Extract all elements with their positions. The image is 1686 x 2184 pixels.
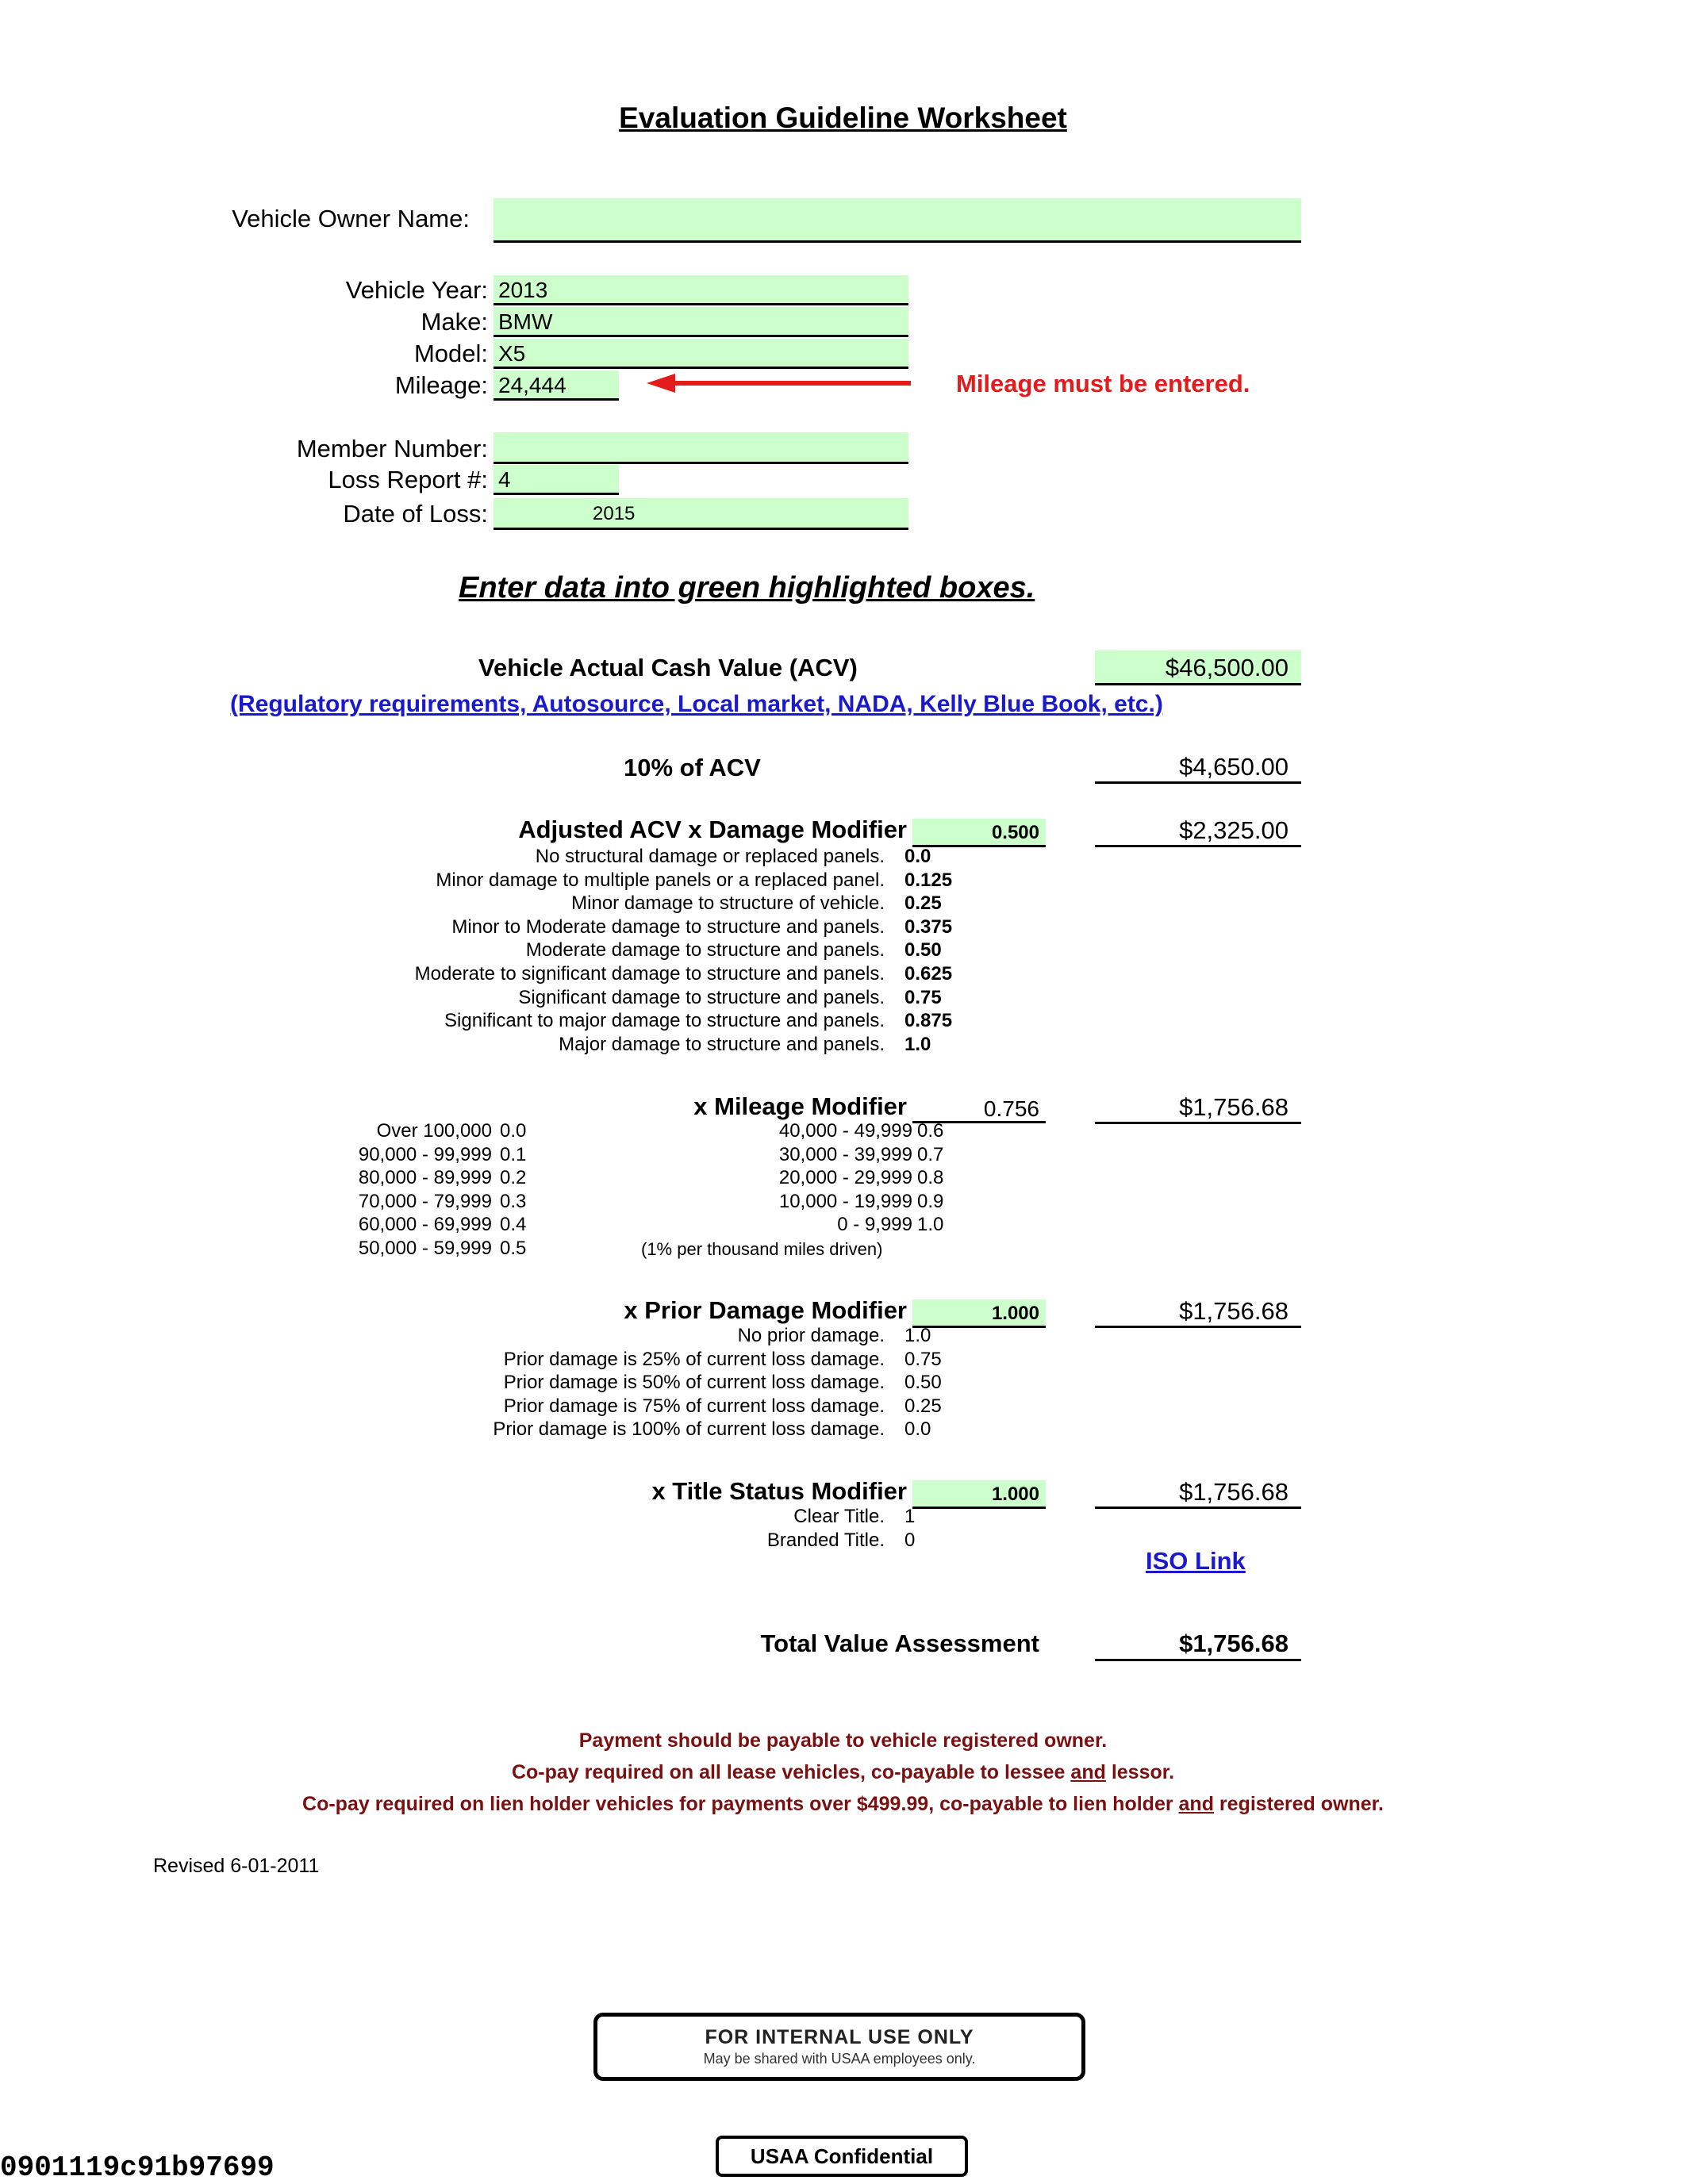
damage-option-text: Moderate damage to structure and panels. <box>525 939 885 961</box>
prior-damage-option <box>238 1349 992 1372</box>
mileage-value: 1.0 <box>917 1214 944 1236</box>
owner-name-label: Vehicle Owner Name: <box>232 205 470 232</box>
title-status-modifier-label: x Title Status Modifier <box>651 1477 907 1505</box>
damage-option <box>238 892 992 916</box>
damage-option-text: Minor to Moderate damage to structure and panels. <box>451 915 885 938</box>
prior-damage-result: $1,756.68 <box>1095 1295 1301 1328</box>
title-status-option-value: 0 <box>904 1529 916 1551</box>
mileage-range: 90,000 - 99,999 <box>358 1143 492 1165</box>
mileage-row <box>317 1214 571 1238</box>
prior-damage-modifier-label: x Prior Damage Modifier <box>624 1296 907 1324</box>
damage-option <box>238 987 992 1011</box>
mileage-value: 0.5 <box>500 1237 527 1259</box>
mileage-modifier-label: x Mileage Modifier <box>693 1092 907 1120</box>
mileage-value: 0.8 <box>917 1167 944 1189</box>
damage-option <box>238 846 992 869</box>
mileage-range: Over 100,000 <box>376 1120 492 1142</box>
damage-option-value: 0.25 <box>904 892 942 915</box>
mileage-value: 0.0 <box>500 1120 527 1142</box>
instruction-text: Enter data into green highlighted boxes. <box>459 571 1035 605</box>
prior-damage-option <box>238 1418 992 1442</box>
mileage-table-right <box>714 1120 992 1238</box>
mileage-value: 0.3 <box>500 1190 527 1212</box>
page-title: Evaluation Guideline Worksheet <box>619 102 1067 134</box>
mileage-row <box>317 1238 571 1261</box>
ten-percent-value: $4,650.00 <box>1095 750 1301 784</box>
mileage-range: 60,000 - 69,999 <box>358 1214 492 1236</box>
prior-damage-option <box>238 1325 992 1349</box>
mileage-row <box>714 1167 992 1191</box>
mileage-value: 0.1 <box>500 1143 527 1165</box>
prior-damage-option-value: 1.0 <box>904 1325 931 1346</box>
damage-option-value: 1.0 <box>904 1033 931 1055</box>
title-status-option <box>238 1530 992 1553</box>
damage-options-list <box>238 846 992 1057</box>
damage-option-text: Minor damage to multiple panels or a replaced panel. <box>436 869 885 891</box>
title-status-option-text: Clear Title. <box>793 1506 885 1527</box>
mileage-warning: Mileage must be entered. <box>956 370 1250 397</box>
damage-option-value: 0.125 <box>904 869 953 891</box>
date-of-loss-field[interactable]: 2015 <box>494 498 908 530</box>
owner-name-field[interactable] <box>494 198 1301 243</box>
internal-use-stamp <box>593 2013 1085 2081</box>
stamp-subtitle: May be shared with USAA employees only. <box>703 2051 976 2067</box>
damage-option <box>238 916 992 940</box>
member-number-field[interactable] <box>494 432 908 464</box>
mileage-row <box>714 1214 992 1238</box>
acv-sources-link[interactable]: (Regulatory requirements, Autosource, Local market, NADA, Kelly Blue Book, etc.) <box>230 691 1163 717</box>
title-status-result: $1,756.68 <box>1095 1476 1301 1509</box>
vehicle-year-label: Vehicle Year: <box>345 276 488 304</box>
damage-option-value: 0.625 <box>904 962 953 985</box>
prior-damage-option-text: Prior damage is 100% of current loss damage. <box>493 1418 885 1441</box>
title-status-options-list <box>238 1506 992 1553</box>
mileage-row <box>317 1120 571 1144</box>
mileage-range: 20,000 - 29,999 <box>778 1167 912 1189</box>
damage-option-value: 0.375 <box>904 915 953 938</box>
damage-option-text: No structural damage or replaced panels. <box>535 846 885 867</box>
damage-option-text: Minor damage to structure of vehicle. <box>571 892 885 915</box>
model-label: Model: <box>413 340 488 367</box>
document-id: 0901119c91b97699 <box>0 2151 275 2184</box>
confidential-label: USAA Confidential <box>716 2136 968 2177</box>
prior-damage-option-text: Prior damage is 75% of current loss damage. <box>503 1395 885 1417</box>
acv-label: Vehicle Actual Cash Value (ACV) <box>478 654 858 681</box>
prior-damage-option-value: 0.0 <box>904 1418 931 1441</box>
mileage-value: 0.9 <box>917 1190 944 1212</box>
mileage-row <box>714 1120 992 1144</box>
make-label: Make: <box>421 308 488 336</box>
damage-option <box>238 1010 992 1034</box>
damage-option-value: 0.75 <box>904 986 942 1008</box>
damage-option-text: Major damage to structure and panels. <box>559 1033 885 1055</box>
mileage-row <box>714 1191 992 1215</box>
mileage-modifier-value: 0.756 <box>912 1095 1046 1123</box>
vehicle-year-field[interactable]: 2013 <box>494 275 908 305</box>
prior-damage-option-value: 0.75 <box>904 1348 942 1370</box>
mileage-row <box>317 1191 571 1215</box>
date-of-loss-label: Date of Loss: <box>343 500 488 528</box>
damage-option-value: 0.875 <box>904 1010 953 1032</box>
damage-option-text: Significant damage to structure and panels. <box>518 986 885 1008</box>
mileage-row <box>317 1144 571 1168</box>
iso-link[interactable]: ISO Link <box>1146 1547 1246 1575</box>
member-number-label: Member Number: <box>296 435 488 463</box>
mileage-result: $1,756.68 <box>1095 1091 1301 1124</box>
stamp-title: FOR INTERNAL USE ONLY <box>705 2026 974 2048</box>
acv-value-field[interactable]: $46,500.00 <box>1095 651 1301 685</box>
total-value: $1,756.68 <box>1095 1626 1301 1661</box>
damage-modifier-label: Adjusted ACV x Damage Modifier <box>518 816 907 843</box>
mileage-range: 40,000 - 49,999 <box>778 1120 912 1142</box>
damage-option-text: Moderate to significant damage to structure and panels. <box>414 962 885 985</box>
damage-option <box>238 963 992 987</box>
payment-note-2: Co-pay required on all lease vehicles, co-payable to lessee and lessor. <box>511 1761 1175 1783</box>
red-arrow-icon <box>647 371 912 395</box>
prior-damage-option-value: 0.25 <box>904 1395 942 1417</box>
payment-note-3: Co-pay required on lien holder vehicles for payments over $499.99, co-payable to lien holder and registered owner. <box>302 1793 1384 1815</box>
damage-result: $2,325.00 <box>1095 814 1301 847</box>
damage-option <box>238 1034 992 1057</box>
mileage-range: 50,000 - 59,999 <box>358 1237 492 1259</box>
mileage-value: 0.2 <box>500 1167 527 1189</box>
payment-note-1: Payment should be payable to vehicle registered owner. <box>578 1729 1108 1752</box>
prior-damage-option-text: Prior damage is 50% of current loss damage. <box>503 1372 885 1394</box>
title-status-option-value: 1 <box>904 1506 916 1527</box>
title-status-modifier-field[interactable]: 1.000 <box>912 1480 1046 1509</box>
prior-damage-option-text: No prior damage. <box>737 1325 885 1346</box>
mileage-range: 0 - 9,999 <box>837 1214 912 1236</box>
damage-option-value: 0.50 <box>904 939 942 961</box>
mileage-range: 10,000 - 19,999 <box>778 1190 912 1212</box>
loss-report-field[interactable]: 4 <box>494 465 619 495</box>
damage-option <box>238 939 992 963</box>
damage-option-value: 0.0 <box>904 846 931 867</box>
mileage-field[interactable]: 24,444 <box>494 370 619 401</box>
prior-damage-modifier-field[interactable]: 1.000 <box>912 1299 1046 1328</box>
mileage-label: Mileage: <box>394 371 488 399</box>
revised-date: Revised 6-01-2011 <box>153 1855 320 1877</box>
ten-percent-label: 10% of ACV <box>624 754 761 781</box>
mileage-value: 0.6 <box>917 1120 944 1142</box>
total-label: Total Value Assessment <box>760 1629 1039 1657</box>
prior-damage-option-value: 0.50 <box>904 1372 942 1394</box>
damage-option-text: Significant to major damage to structure and panels. <box>444 1010 885 1032</box>
mileage-note: (1% per thousand miles driven) <box>641 1239 883 1259</box>
damage-modifier-field[interactable]: 0.500 <box>912 819 1046 847</box>
mileage-table-left <box>317 1120 571 1261</box>
mileage-row <box>317 1167 571 1191</box>
loss-report-label: Loss Report #: <box>328 466 488 493</box>
prior-damage-option <box>238 1395 992 1419</box>
mileage-range: 80,000 - 89,999 <box>358 1167 492 1189</box>
prior-damage-options-list <box>238 1325 992 1442</box>
model-field[interactable]: X5 <box>494 339 908 369</box>
title-status-option-text: Branded Title. <box>766 1529 885 1551</box>
mileage-range: 70,000 - 79,999 <box>358 1190 492 1212</box>
mileage-range: 30,000 - 39,999 <box>778 1143 912 1165</box>
mileage-value: 0.4 <box>500 1214 527 1236</box>
mileage-value: 0.7 <box>917 1143 944 1165</box>
damage-option <box>238 869 992 893</box>
prior-damage-option-text: Prior damage is 25% of current loss damage. <box>503 1348 885 1370</box>
make-field[interactable]: BMW <box>494 307 908 337</box>
mileage-row <box>714 1144 992 1168</box>
title-status-option <box>238 1506 992 1530</box>
prior-damage-option <box>238 1372 992 1395</box>
